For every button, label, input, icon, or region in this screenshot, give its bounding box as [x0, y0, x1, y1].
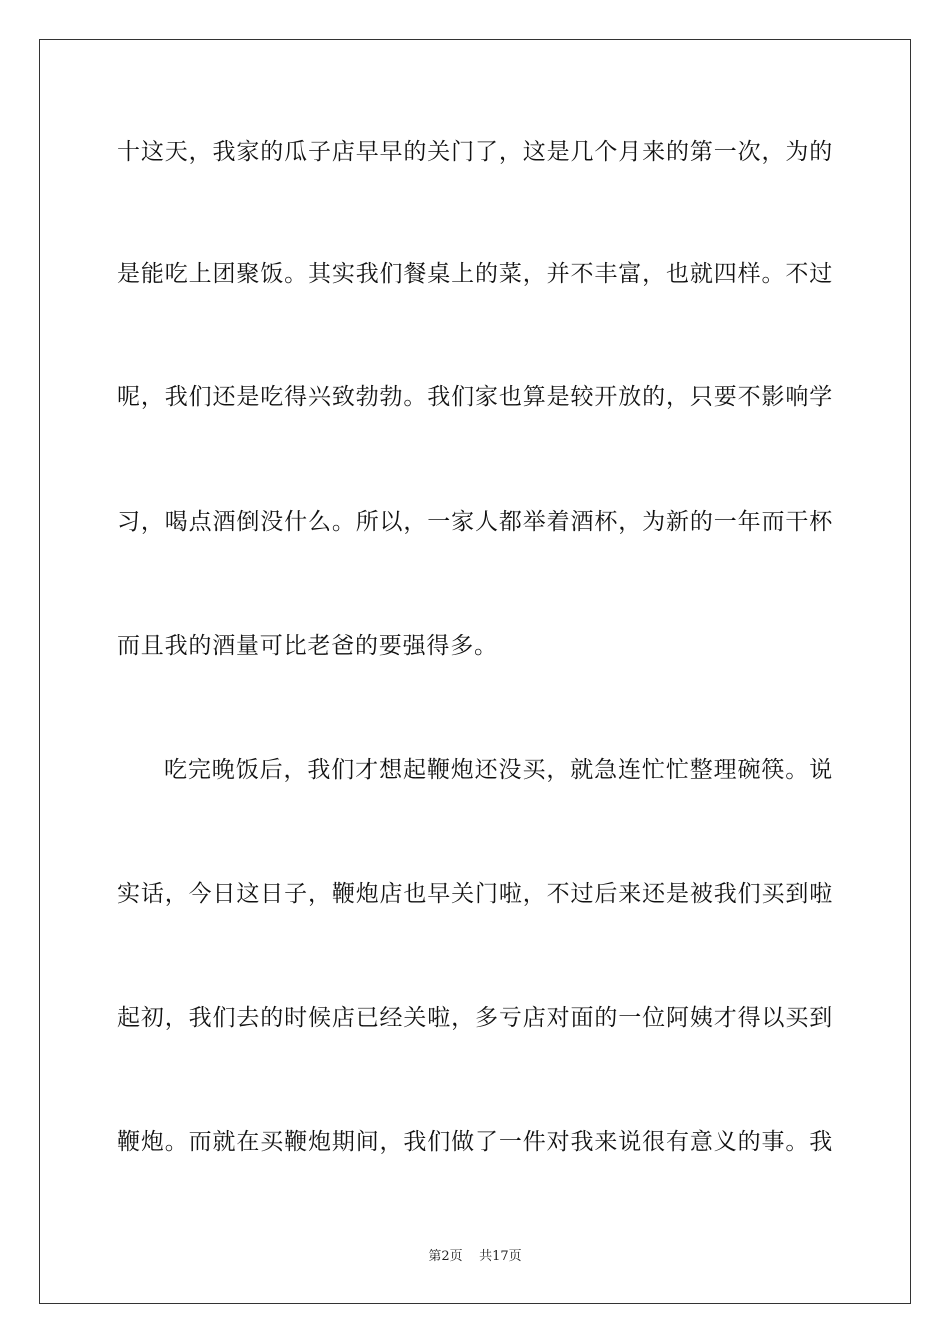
paragraph-line: 十这天，我家的瓜子店早早的关门了，这是几个月来的第一次，为的: [117, 139, 833, 165]
page-number: 第2页: [428, 1249, 463, 1264]
paragraph-line: 是能吃上团聚饭。其实我们餐桌上的菜，并不丰富，也就四样。不过: [117, 261, 833, 287]
paragraph-line: 实话，今日这日子，鞭炮店也早关门啦，不过后来还是被我们买到啦: [117, 881, 833, 907]
paragraph-line: 而且我的酒量可比老爸的要强得多。: [117, 633, 498, 659]
paragraph-line: 习，喝点酒倒没什么。所以，一家人都举着酒杯，为新的一年而干杯: [117, 509, 833, 535]
page-border: [39, 39, 911, 1304]
paragraph-line: 呢，我们还是吃得兴致勃勃。我们家也算是较开放的，只要不影响学: [117, 384, 833, 410]
paragraph-line: 起初，我们去的时候店已经关啦，多亏店对面的一位阿姨才得以买到: [117, 1005, 833, 1031]
paragraph-line: 鞭炮。而就在买鞭炮期间，我们做了一件对我来说很有意义的事。我: [117, 1129, 833, 1155]
page-total: 共17页: [479, 1249, 522, 1264]
paragraph-line: 吃完晚饭后，我们才想起鞭炮还没买，就急连忙忙整理碗筷。说: [164, 757, 833, 783]
page-footer: [0, 1249, 950, 1265]
